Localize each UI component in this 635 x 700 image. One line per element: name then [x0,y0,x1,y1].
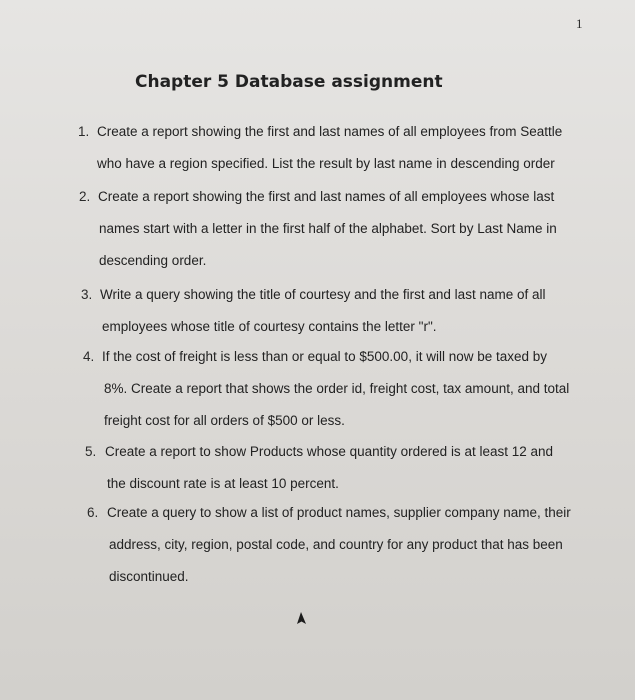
item-text-line: address, city, region, postal code, and country for any product that has been [109,537,563,552]
page-number: 1 [576,16,583,31]
mouse-pointer-icon [294,611,308,627]
item-text-line: descending order. [99,253,207,268]
item-number: 2. [79,189,91,204]
item-number: 5. [85,444,97,459]
item-text-line: freight cost for all orders of $500 or less. [104,413,345,428]
item-text-line: the discount rate is at least 10 percent. [107,476,339,491]
item-number: 1. [78,124,90,139]
item-text-line: 8%. Create a report that shows the order id, freight cost, tax amount, and total [104,381,570,396]
item-text-line: If the cost of freight is less than or equal to $500.00, it will now be taxed by [102,349,548,364]
item-number: 3. [81,287,93,302]
item-text-line: employees whose title of courtesy contains the letter "r". [102,319,437,334]
item-text-line: Create a report showing the first and last names of all employees from Seattle [97,124,563,139]
item-text-line: Create a report showing the first and last names of all employees whose last [98,189,555,204]
item-number: 6. [87,505,99,520]
item-number: 4. [83,349,95,364]
item-text-line: Create a report to show Products whose quantity ordered is at least 12 and [105,444,554,459]
item-text-line: discontinued. [109,569,189,584]
document-title: Chapter 5 Database assignment [135,72,443,92]
item-text-line: Write a query showing the title of courtesy and the first and last name of all [100,287,546,302]
item-text-line: Create a query to show a list of product names, supplier company name, their [107,505,571,520]
item-text-line: who have a region specified. List the result by last name in descending order [97,156,555,171]
item-text-line: names start with a letter in the first half of the alphabet. Sort by Last Name in [99,221,557,236]
